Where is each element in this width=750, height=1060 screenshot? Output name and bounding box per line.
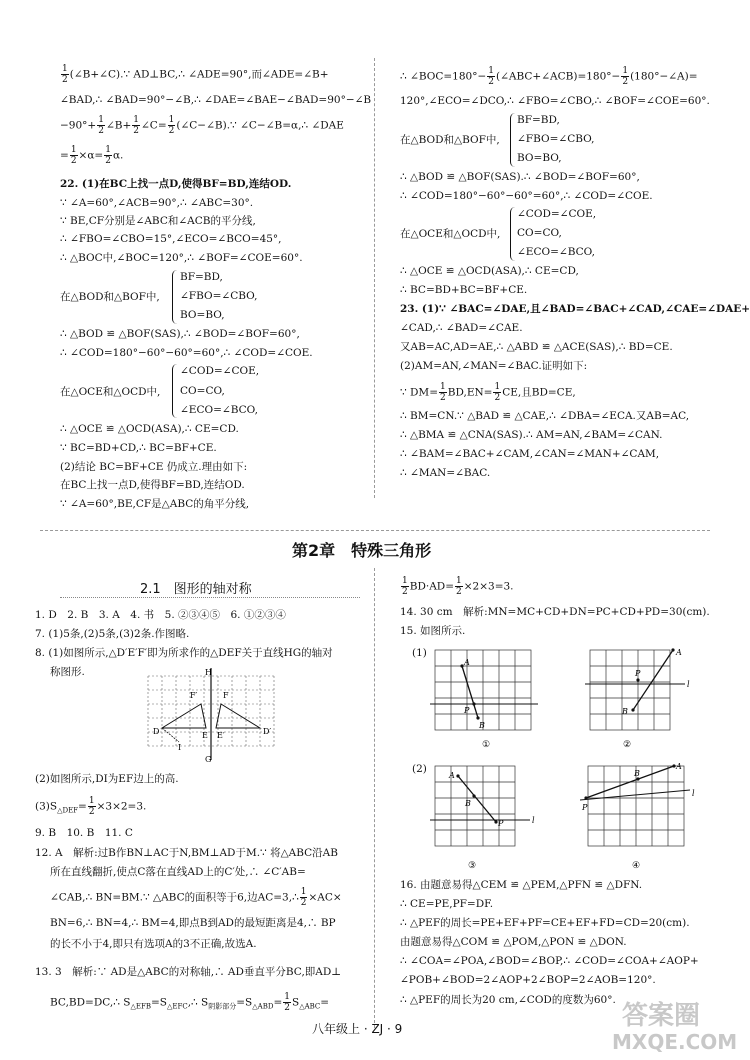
- right-line-3b: ∠FBO=∠CBO,: [517, 133, 595, 145]
- chapter-title: 第2章 特殊三角形: [292, 541, 432, 560]
- q22-line-13: 在BC上找一点D,使得BF=BD,连结OD.: [60, 479, 245, 491]
- answer-13-continued: $\frac{1}{2}$ BD·AD= $\frac{1}{2}$ ×2×3=3.: [402, 576, 514, 597]
- brace: [172, 270, 177, 324]
- answer-12-line-4: BN=6,∴ BN=4,∴ BM=4,即点B到AD的最短距离是4,∴ BP: [50, 917, 336, 929]
- q22-line-4: ∴ ∠FBO=∠CBO=15°,∠ECO=∠BCO=45°,: [60, 233, 282, 245]
- answer-8-line-2: 称图形.: [50, 666, 85, 678]
- answers-1-6: 1. D 2. B 3. A 4. 书 5. ②③④⑤ 6. ①②③④: [35, 609, 286, 621]
- label-d: D: [153, 727, 160, 736]
- q22-line-3: ∵ BE,CF分别是∠ABC和∠ACB的平分线,: [60, 215, 256, 227]
- grid-figure-3: [430, 764, 540, 872]
- q23-line-6: ∴ BM=CN.∵ △BAD ≌ △CAE,∴ ∠DBA=∠ECA.又AB=AC,: [400, 410, 690, 422]
- left-line-3: −90°+ $\frac{1}{2}$ ∠B+ $\frac{1}{2}$ ∠C= $\frac{1}{2}$ (∠C−∠B).∵ ∠C−∠B=α,∴ ∠DAE: [60, 115, 344, 136]
- right-line-3c: BO=BO,: [517, 152, 562, 164]
- caption-4: ④: [632, 861, 641, 871]
- q22-line-8: ∴ ∠COD=180°−60°−60°=60°,∴ ∠COD=∠COE.: [60, 347, 313, 359]
- answer-12-line-1: 12. A 解析:过B作BN⊥AC于N,BM⊥AD于M.∵ 将△ABC沿AB: [35, 847, 338, 859]
- answer-16-line-4: 由题意易得△COM ≌ △POM,△PON ≌ △DON.: [400, 936, 627, 948]
- answer-13-line-2: BC,BD=DC,∴ $S_{\triangle EFB}=S_{\triangle EFC},\therefore$ $S_{阴影部分}=S_{\triangle ABD}=$ $\frac{1}{2}$ $S_{\triangle ABC}=$: [50, 992, 330, 1013]
- q22-line-6c: BO=BO,: [180, 309, 225, 321]
- q22-line-10: ∴ △OCE ≌ △OCD(ASA),∴ CE=CD.: [60, 423, 239, 435]
- right-line-8: ∴ BC=BD+BC=BF+CE.: [400, 284, 528, 296]
- answer-15: 15. 如图所示.: [400, 625, 466, 637]
- answer-8-line-3: (2)如图所示,DI为EF边上的高.: [35, 773, 179, 785]
- q22-line-6a: BF=BD,: [180, 271, 223, 283]
- q23-line-4: (2)AM=AN,∠MAN=∠BAC.证明如下:: [400, 360, 588, 372]
- brace: [510, 207, 515, 261]
- label-f-prime: F′: [190, 691, 198, 700]
- watermark-top: 答案圈: [622, 1001, 701, 1031]
- q22-line-14: ∵ ∠A=60°,BE,CF是△ABC的角平分线,: [60, 498, 250, 510]
- q22-line-1: 22. (1)在BC上找一点D,使得BF=BD,连结OD.: [60, 178, 292, 190]
- label-g: G: [205, 755, 212, 764]
- right-line-6c: ∠ECO=∠BCO,: [517, 246, 595, 258]
- answer-7: 7. (1)5条,(2)5条,(3)2条.作图略.: [35, 628, 190, 640]
- label-i: I: [178, 743, 182, 752]
- answer-16-line-3: ∴ △PEF的周长=PE+EF+PF=CE+EF+FD=CD=20(cm).: [400, 917, 690, 929]
- label-a: A: [464, 658, 470, 667]
- answers-9-11: 9. B 10. B 11. C: [35, 827, 133, 839]
- right-line-2: 120°,∠ECO=∠DCO,∴ ∠FBO=∠CBO,∴ ∠BOF=∠COE=60°.: [400, 95, 710, 107]
- answer-16-line-2: ∴ CE=PE,PF=DF.: [400, 898, 494, 910]
- figure-1-label: (1): [412, 647, 427, 659]
- right-line-5: ∴ ∠COD=180°−60°−60°=60°,∴ ∠COD=∠COE.: [400, 190, 653, 202]
- label-f: F: [223, 691, 229, 700]
- label-b: B: [465, 799, 471, 808]
- q22-line-9b: CO=CO,: [180, 385, 225, 397]
- right-line-7: ∴ △OCE ≌ △OCD(ASA),∴ CE=CD,: [400, 265, 579, 277]
- right-line-6a: ∠COD=∠COE,: [517, 208, 597, 220]
- answer-12-line-5: 的长不小于4,即只有选项A的3不正确,故选A.: [50, 938, 257, 950]
- section-underline: [60, 597, 360, 598]
- answer-16-line-1: 16. 由题意易得△CEM ≌ △PEM,△PFN ≌ △DFN.: [400, 879, 643, 891]
- label-b: B: [622, 707, 628, 716]
- q23-line-1: 23. (1)∵ ∠BAC=∠DAE,且∠BAD=∠BAC+∠CAD,∠CAE=∠DAE+: [400, 303, 750, 315]
- column-divider-top: [374, 58, 375, 498]
- chapter-rule: [40, 530, 710, 531]
- watermark-bottom: MXQE.COM: [612, 1030, 738, 1054]
- caption-3: ③: [468, 861, 477, 871]
- brace: [510, 113, 515, 167]
- label-a: A: [676, 648, 682, 657]
- answer-8-line-1: 8. (1)如图所示,△D′E′F′即为所求作的△DEF关于直线HG的轴对: [35, 647, 333, 659]
- caption-2: ②: [623, 740, 632, 750]
- q22-line-12: (2)结论 BC=BF+CE 仍成立.理由如下:: [60, 461, 248, 473]
- q22-line-9a: ∠COD=∠COE,: [180, 365, 260, 377]
- label-b: B: [634, 769, 640, 778]
- q22-line-5: ∴ △BOC中,∠BOC=120°,∴ ∠BOF=∠COE=60°.: [60, 252, 303, 264]
- label-a: A: [449, 771, 455, 780]
- answer-13-line-1: 13. 3 解析:∵ AD是△ABC的对称轴,∴ AD垂直平分BC,即AD⊥: [35, 966, 342, 978]
- right-line-3a: BF=BD,: [517, 114, 560, 126]
- q22-line-7: ∴ △BOD ≌ △BOF(SAS),∴ ∠BOD=∠BOF=60°,: [60, 328, 300, 340]
- caption-1: ①: [482, 740, 491, 750]
- right-line-6b: CO=CO,: [517, 227, 562, 239]
- answer-16-line-5: ∴ ∠COA=∠POA,∠BOD=∠BOP,∴ ∠COD=∠COA+∠AOP+: [400, 955, 699, 967]
- label-a: A: [676, 762, 682, 771]
- label-l: l: [532, 816, 535, 825]
- label-e-prime: E′: [217, 731, 225, 740]
- q22-line-6: 在△BOD和△BOF中,: [60, 291, 160, 303]
- q22-line-2: ∵ ∠A=60°,∠ACB=90°,∴ ∠ABC=30°.: [60, 197, 254, 209]
- label-p: P: [635, 669, 641, 678]
- brace: [172, 364, 177, 418]
- page-footer: 八年级上 · ZJ · 9: [312, 1022, 403, 1036]
- q23-line-2: ∠CAD,∴ ∠BAD=∠CAE.: [400, 322, 523, 334]
- right-line-6: 在△OCE和△OCD中,: [400, 228, 501, 240]
- left-line-4: = $\frac{1}{2}$ ×α= $\frac{1}{2}$ α.: [60, 145, 124, 166]
- right-line-3: 在△BOD和△BOF中,: [400, 134, 500, 146]
- label-p: P: [464, 706, 470, 715]
- right-line-4: ∴ △BOD ≌ △BOF(SAS).∴ ∠BOD=∠BOF=60°,: [400, 171, 640, 183]
- q22-line-9: 在△OCE和△OCD中,: [60, 386, 161, 398]
- q23-line-9: ∴ ∠MAN=∠BAC.: [400, 467, 491, 479]
- grid-figure-4: [580, 760, 700, 872]
- q23-line-7: ∴ △BMA ≌ △CNA(SAS).∴ AM=AN,∠BAM=∠CAN.: [400, 429, 663, 441]
- q22-line-9c: ∠ECO=∠BCO,: [180, 404, 258, 416]
- grid-figure-2: [585, 648, 695, 750]
- label-b: B: [479, 721, 485, 730]
- answer-8-line-4: $(3)S_{\triangle DEF}=$ $\frac{1}{2}$ ×3×2=3.: [35, 796, 147, 817]
- label-p: P: [582, 803, 588, 812]
- q22-line-11: ∵ BC=BD+CD,∴ BC=BF+CE.: [60, 442, 217, 454]
- label-l: l: [687, 680, 690, 689]
- label-h: H: [205, 668, 212, 677]
- label-p: P: [498, 819, 504, 828]
- left-line-1: $\frac{1}{2}$ (∠B+∠C).∵ AD⊥BC,∴ ∠ADE=90°,而∠ADE=∠B+: [62, 64, 329, 85]
- answer-16-line-6: ∠POB+∠BOD=2∠AOP+2∠BOP=2∠AOB=120°.: [400, 974, 656, 986]
- q23-line-8: ∴ ∠BAM=∠BAC+∠CAM,∠CAN=∠MAN+∠CAM,: [400, 448, 660, 460]
- section-title: 2.1 图形的轴对称: [140, 582, 252, 597]
- answer-12-line-2: 所在直线翻折,使点C落在直线AD上的C′处,∴ ∠C′AB=: [50, 866, 306, 878]
- answer-14: 14. 30 cm 解析:MN=MC+CD+DN=PC+CD+PD=30(cm).: [400, 606, 710, 618]
- answer-12-line-3: ∠CAB,∴ BN=BM.∵ △ABC的面积等于6,边AC=3,∴ $\frac{1}{2}$ ×AC×: [50, 887, 342, 908]
- label-e: E: [202, 731, 208, 740]
- column-divider-bottom: [374, 568, 375, 1028]
- q22-line-6b: ∠FBO=∠CBO,: [180, 290, 258, 302]
- left-line-2: ∠BAD,∴ ∠BAD=90°−∠B,∴ ∠DAE=∠BAE−∠BAD=90°−∠B: [60, 94, 372, 106]
- right-line-1: ∴ ∠BOC=180°− $\frac{1}{2}$ (∠ABC+∠ACB)=180°− $\frac{1}{2}$ (180°−∠A)=: [400, 66, 698, 87]
- label-l: l: [692, 789, 695, 798]
- answer-16-line-7: ∴ △PEF的周长为20 cm,∠COD的度数为60°.: [400, 994, 616, 1006]
- figure-2-label: (2): [412, 763, 427, 775]
- reflection-figure: [145, 668, 280, 764]
- grid-figure-1: [430, 648, 540, 750]
- q23-line-3: 又AB=AC,AD=AE,∴ △ABD ≌ △ACE(SAS),∴ BD=CE.: [400, 341, 673, 353]
- label-d-prime: D′: [263, 727, 272, 736]
- q23-line-5: ∵ DM= $\frac{1}{2}$ BD,EN= $\frac{1}{2}$ CE,且BD=CE,: [400, 382, 576, 403]
